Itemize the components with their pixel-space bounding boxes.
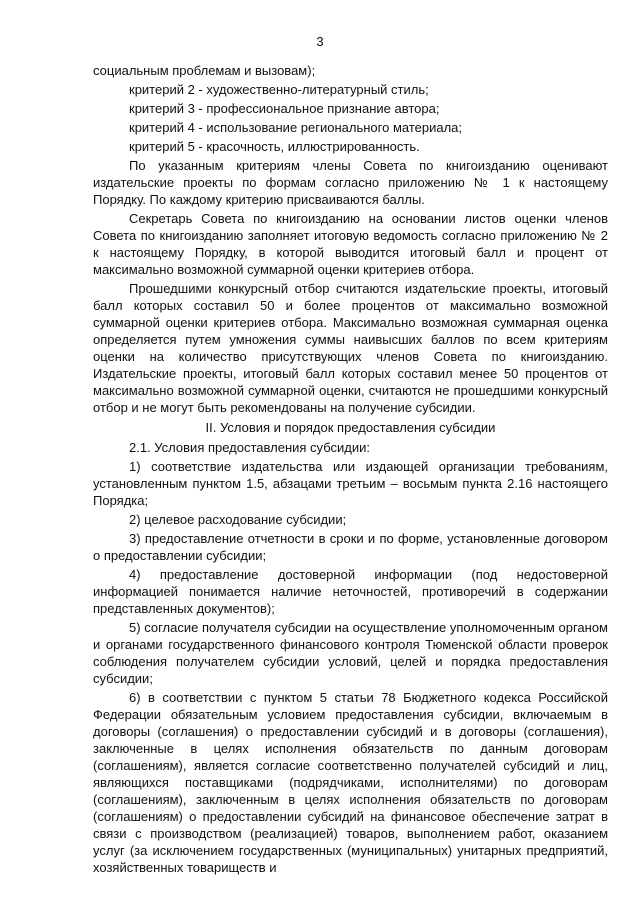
criterion-4: критерий 4 - использование регионального материала; [129,120,463,135]
paragraph-evaluation: По указанным критериям члены Совета по книгоизданию оценивают издательские проекты по формам согласно приложению № 1 к настоящему Порядку. По каждому критерию присваиваются баллы. [93,158,608,207]
condition-3: 3) предоставление отчетности в сроки и по форме, установленные договором о предоставлении субсидии; [93,531,608,563]
document-body [93,62,608,878]
paragraph-2-1: 2.1. Условия предоставления субсидии: [129,440,370,455]
continuation-text: социальным проблемам и вызовам); [93,63,316,78]
criterion-5: критерий 5 - красочность, иллюстрированность. [129,139,420,154]
condition-6: 6) в соответствии с пунктом 5 статьи 78 Бюджетного кодекса Российской Федерации обязательным условием предоставления субсидии, включаемым в договоры (соглашения) о предоставлении субсидий и в договоры (соглашения), заключенные в целях исполнения обязательств по данным договорам (соглашениям), является согласие соответственно получателей субсидий и лиц, являющихся поставщиками (подрядчиками, исполнителями) по договорам (соглашениям), заключенным в целях исполнения обязательств по договорам (соглашениям) о предоставлении субсидий на финансовое обеспечение затрат в связи с производством (реализацией) товаров, выполнением работ, оказанием услуг (за исключением государственных (муниципальных) унитарных предприятий, хозяйственных товариществ и [93,690,608,875]
condition-2: 2) целевое расходование субсидии; [129,512,347,527]
criterion-2: критерий 2 - художественно-литературный стиль; [129,82,429,97]
paragraph-secretary: Секретарь Совета по книгоизданию на основании листов оценки членов Совета по книгоизданию заполняет итоговую ведомость согласно приложению № 2 к настоящему Порядку, в которой выводится итоговый балл и процент от максимально возможной суммарной оценки критериев отбора. [93,211,608,277]
condition-5: 5) согласие получателя субсидии на осуществление уполномоченным органом и органами государственного финансового контроля Тюменской области проверок соблюдения получателем субсидии условий, целей и порядка предоставления субсидии; [93,620,608,686]
section-heading: II. Условия и порядок предоставления субсидии [205,420,496,435]
criterion-3: критерий 3 - профессиональное признание автора; [129,101,440,116]
condition-1: 1) соответствие издательства или издающей организации требованиям, установленным пунктом 1.5, абзацами третьим – восьмым пункта 2.16 настоящего Порядка; [93,459,608,508]
page-number: 3 [316,34,324,49]
condition-4: 4) предоставление достоверной информации (под недостоверной информацией понимается наличие неточностей, противоречий в содержании представленных документов); [93,567,608,616]
paragraph-selection: Прошедшими конкурсный отбор считаются издательские проекты, итоговый балл которых составил 50 и более процентов от максимально возможной суммарной оценки критериев отбора. Максимально возможная суммарная оценка определяется путем умножения суммы наивысших баллов по всем критериям оценки на количество присутствующих членов Совета по книгоизданию. Издательские проекты, итоговый балл которых составил менее 50 процентов от максимально возможной суммарной оценки, считаются не прошедшими конкурсный отбор и не могут быть рекомендованы на получение субсидии. [93,281,608,415]
